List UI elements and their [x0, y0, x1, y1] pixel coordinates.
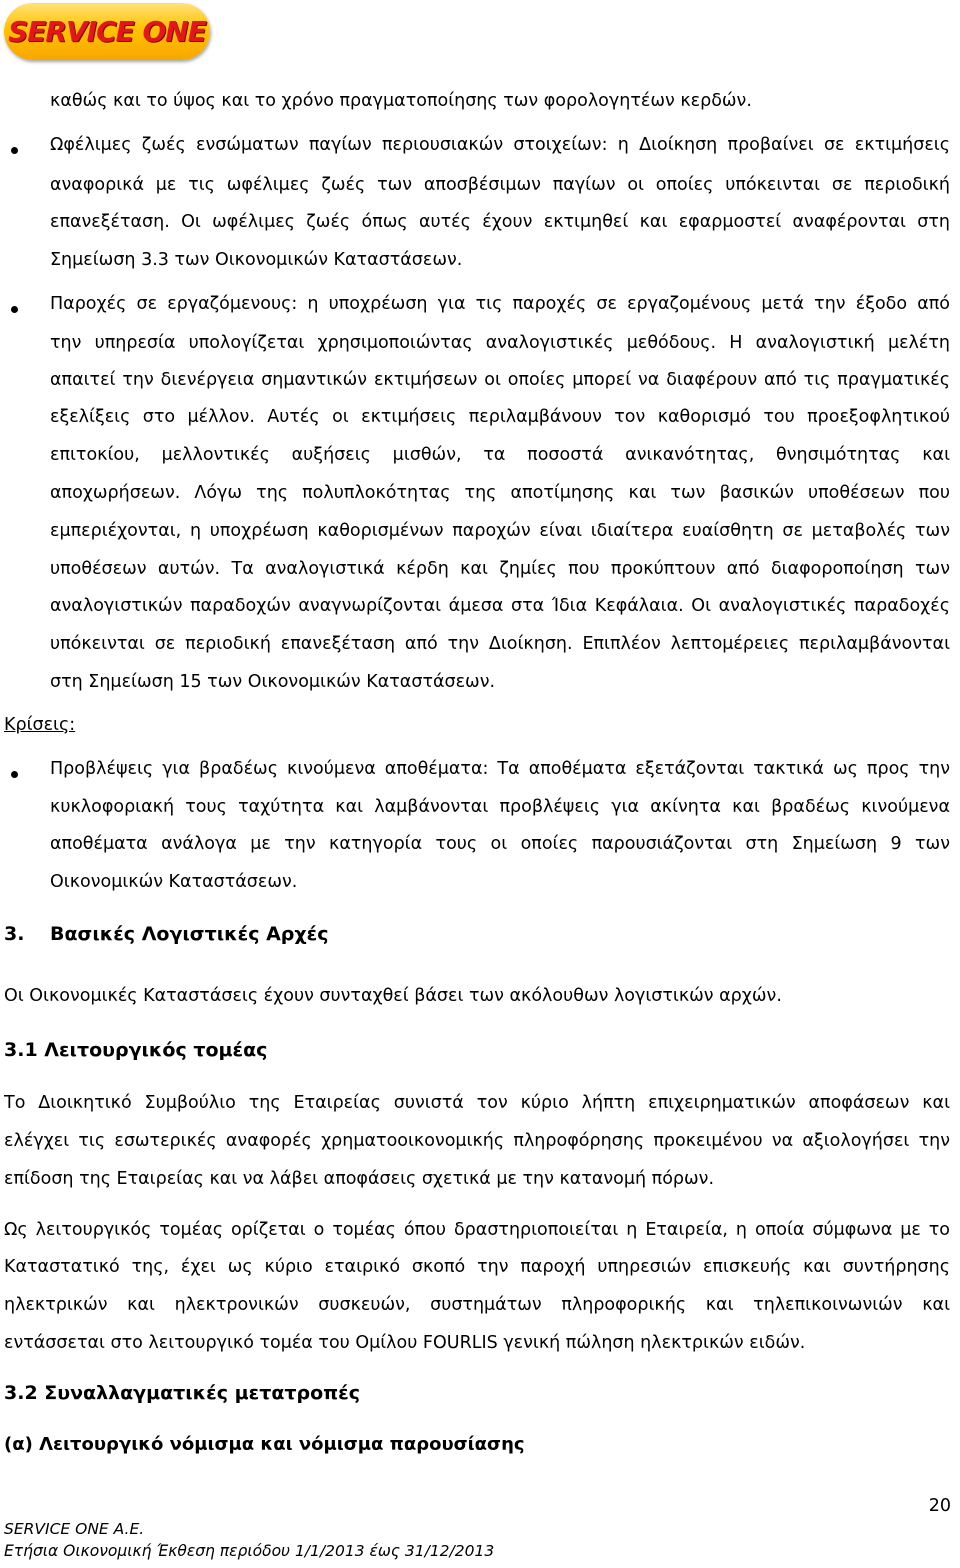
section-label-judgements: Κρίσεις:: [4, 715, 76, 735]
section-heading: Βασικές Λογιστικές Αρχές: [50, 923, 329, 945]
text-line: κυκλοφοριακή τους ταχύτητα και λαμβάνονται προβλέψεις για ακίνητα και βραδέως κινούμενα: [50, 797, 950, 817]
text-line: Καταστατικό της, έχει ως κύριο εταιρικό σκοπό την παροχή υπηρεσιών επισκευής και συντήρησης: [4, 1257, 950, 1277]
text-line: εμπεριέχονται, η υποχρέωση καθορισμένων παροχών είναι ιδιαίτερα ευαίσθητη σε μεταβολές των: [50, 521, 950, 541]
bullet-icon: [11, 147, 18, 154]
subsection-subheading: (α) Λειτουργικό νόμισμα και νόμισμα παρουσίασης: [4, 1434, 525, 1455]
text-line: στη Σημείωση 15 των Οικονομικών Καταστάσεων.: [50, 672, 496, 692]
text-line: την υπηρεσία υπολογίζεται χρησιμοποιώντας αναλογιστικές μεθόδους. Η αναλογιστική μελέτη: [50, 333, 950, 353]
text-line: επιτοκίου, μελλοντικές αυξήσεις μισθών, τα ποσοστά ανικανότητας, θνησιμότητας και: [50, 445, 950, 465]
heading-number: 3.: [4, 923, 25, 945]
text-line: Παροχές σε εργαζόμενους: η υποχρέωση για τις παροχές σε εργαζομένους μετά την έξοδο από: [50, 294, 950, 314]
text-line: επίδοση της Εταιρείας και να λάβει αποφάσεις σχετικά με την κατανομή πόρων.: [4, 1169, 715, 1189]
text-line: αποθέματα ανάλογα με την κατηγορία τους οι οποίες παρουσιάζονται στη Σημείωση 9 των: [50, 834, 950, 854]
text-line: Ως λειτουργικός τομέας ορίζεται ο τομέας όπου δραστηριοποιείται η Εταιρεία, η οποία σύμφωνα με το: [4, 1220, 950, 1240]
text-line: Το Διοικητικό Συμβούλιο της Εταιρείας συνιστά τον κύριο λήπτη επιχειρηματικών αποφάσεων και: [4, 1093, 950, 1113]
footer-company: SERVICE ONE A.E.: [4, 1520, 145, 1538]
text-line: εξελίξεις στο μέλλον. Αυτές οι εκτιμήσεις περιλαμβάνουν τον καθορισμό του προεξοφλητικού: [50, 407, 950, 427]
logo-text: SERVICE ONE: [8, 15, 206, 48]
text-line: ελέγχει τις εσωτερικές αναφορές χρηματοοικονομικής πληροφόρησης προκειμένου να αξιολογήσει την: [4, 1131, 950, 1151]
footer-report-title: Ετήσια Οικονομική Έκθεση περιόδου 1/1/2013 έως 31/12/2013: [4, 1542, 495, 1560]
text-line: εντάσσεται στο λειτουργικό τομέα του Ομίλου FOURLIS γενική πώληση ηλεκτρικών ειδών.: [4, 1333, 806, 1353]
text-line: υποθέσεων αυτών. Τα αναλογιστικά κέρδη και ζημίες που προκύπτουν από διαφοροποίηση των: [50, 559, 950, 579]
text-line: υπόκεινται σε περιοδική επανεξέταση από την Διοίκηση. Επιπλέον λεπτομέρειες περιλαμβάνονται: [50, 634, 950, 654]
text-line: Οι Οικονομικές Καταστάσεις έχουν συνταχθεί βάσει των ακόλουθων λογιστικών αρχών.: [4, 986, 782, 1006]
subsection-heading: 3.1 Λειτουργικός τομέας: [4, 1039, 268, 1061]
text-line: Προβλέψεις για βραδέως κινούμενα αποθέματα: Τα αποθέματα εξετάζονται τακτικά ως προς την: [50, 759, 950, 779]
bullet-icon: [11, 771, 18, 778]
text-line: επανεξέταση. Οι ωφέλιμες ζωές όπως αυτές έχουν εκτιμηθεί και εφαρμοστεί αναφέρονται στη: [50, 212, 950, 232]
text-line: Σημείωση 3.3 των Οικονομικών Καταστάσεων.: [50, 250, 463, 270]
text-line: καθώς και το ύψος και το χρόνο πραγματοποίησης των φορολογητέων κερδών.: [50, 91, 752, 111]
text-line: Οικονομικών Καταστάσεων.: [50, 872, 298, 892]
text-line: αποχωρήσεων. Λόγω της πολυπλοκότητας της αποτίμησης και των βασικών υποθέσεων που: [50, 483, 950, 503]
text-line: απαιτεί την διενέργεια σημαντικών εκτιμήσεων οι οποίες μπορεί να διαφέρουν από τις πραγματικές: [50, 370, 950, 390]
text-line: ηλεκτρικών και ηλεκτρονικών συσκευών, συστημάτων πληροφορικής και τηλεπικοινωνιών και: [4, 1295, 950, 1315]
text-line: αναλογιστικών παραδοχών αναγνωρίζονται άμεσα στα Ίδια Κεφάλαια. Οι αναλογιστικές παραδοχές: [50, 596, 950, 616]
bullet-icon: [11, 306, 18, 313]
text-line: Ωφέλιμες ζωές ενσώματων παγίων περιουσιακών στοιχείων: η Διοίκηση προβαίνει σε εκτιμήσεις: [50, 135, 950, 155]
subsection-heading: 3.2 Συναλλαγματικές μετατροπές: [4, 1382, 361, 1404]
service-one-logo: [4, 3, 210, 60]
page-number: 20: [928, 1496, 951, 1516]
text-line: αναφορικά με τις ωφέλιμες ζωές των αποσβέσιμων παγίων οι οποίες υπόκεινται σε περιοδική: [50, 175, 950, 195]
